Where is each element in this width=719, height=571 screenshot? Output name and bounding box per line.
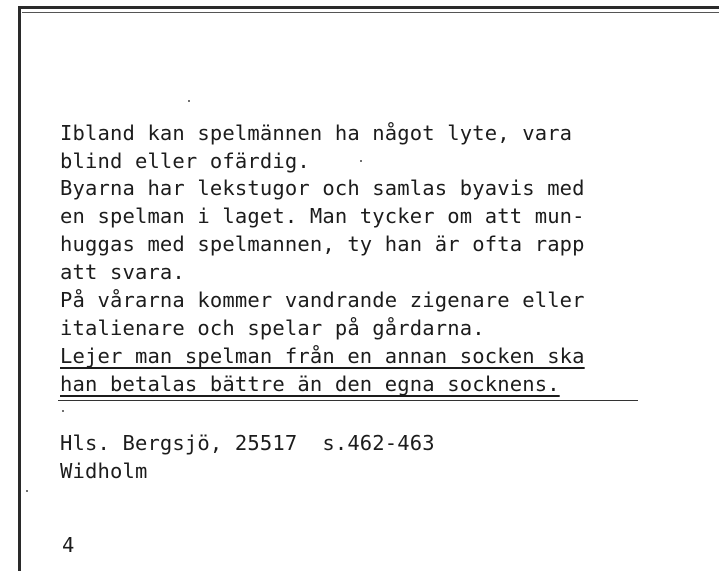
text-line-8: italienare och spelar på gårdarna. (60, 316, 485, 340)
text-line-10-underlined: han betalas bättre än den egna socknens. (60, 372, 560, 396)
paper-speck (62, 410, 64, 412)
paper-speck (188, 100, 190, 102)
text-line-3: Byarna har lekstugor och samlas byavis med (60, 176, 585, 200)
card-top-border-inner (22, 12, 719, 13)
text-line-9-underlined: Lejer man spelman från en annan socken ska (60, 344, 585, 368)
collector-name: Widholm (60, 459, 148, 483)
underline-rule (58, 400, 638, 401)
paper-speck (360, 160, 362, 162)
source-reference: Hls. Bergsjö, 25517 s.462-463 (60, 431, 435, 455)
text-line-2: blind eller ofärdig. (60, 149, 310, 173)
text-line-6: att svara. (60, 260, 185, 284)
text-line-7: På vårarna kommer vandrande zigenare eller (60, 288, 585, 312)
paper-speck (26, 490, 28, 492)
card-top-border (18, 6, 719, 9)
text-line-4: en spelman i laget. Man tycker om att mun- (60, 204, 585, 228)
card-left-border (18, 6, 21, 571)
page-number: 4 (62, 533, 75, 557)
text-line-1: Ibland kan spelmännen ha något lyte, vara (60, 121, 573, 145)
text-line-5: huggas med spelmannen, ty han är ofta rapp (60, 232, 585, 256)
